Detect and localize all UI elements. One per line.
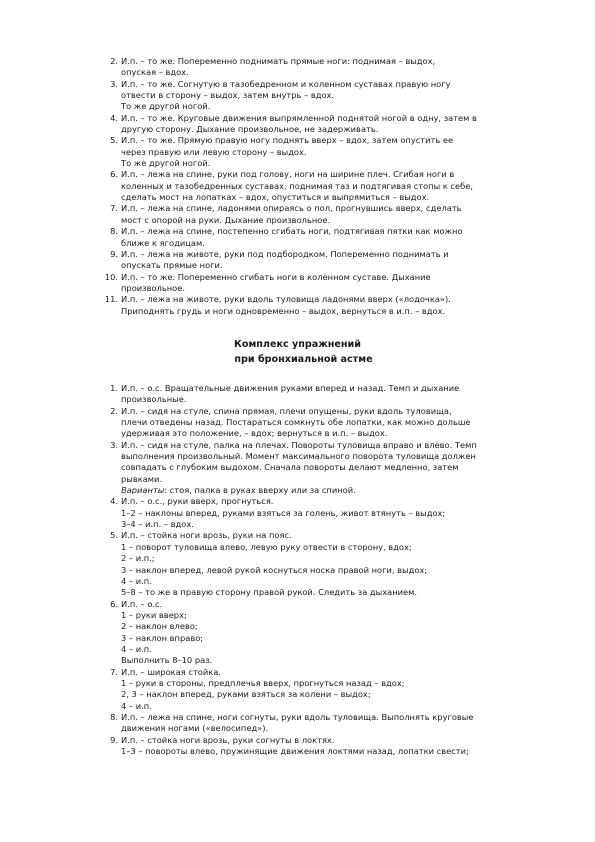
list-item bbox=[0, 272, 595, 295]
text-line: 2 – и.п.; bbox=[121, 553, 155, 564]
list-item-number: 9. bbox=[110, 248, 118, 259]
list-item-number: 6. bbox=[110, 169, 118, 180]
list-item-number: 5. bbox=[110, 530, 118, 541]
list-item bbox=[0, 135, 595, 169]
text-line: 3–4 – и.п. – вдох. bbox=[121, 519, 194, 530]
list-item bbox=[0, 79, 595, 113]
list-item-text bbox=[121, 135, 526, 169]
text-line: И.п. – о.с. Вращательные движения руками вперед и назад. Темп и дыхание bbox=[121, 383, 460, 393]
list-item-number: 11. bbox=[104, 294, 118, 305]
list-item-text bbox=[121, 735, 526, 758]
text-line: И.п. – сидя на стуле, спина прямая, плечи опущены, руки вдоль туловища, bbox=[121, 405, 452, 416]
text-line: выполнения произвольный. Момент максимального поворота туловища должен bbox=[121, 451, 476, 462]
text-line: опуская – вдох. bbox=[121, 67, 189, 78]
text-line: И.п. – стойка ноги врозь, руки согнуты в локтях. bbox=[121, 734, 335, 745]
list-item-text bbox=[121, 712, 526, 735]
text-line: сделать мост на лопатках – вдох, опуститься и выпрямиться – выдох. bbox=[121, 192, 430, 203]
list-item-number: 3. bbox=[110, 78, 118, 89]
section-title-line1: Комплекс упражнений bbox=[234, 339, 361, 350]
list-item-text bbox=[121, 272, 526, 295]
list-item-number: 6. bbox=[110, 598, 118, 609]
text-line: И.п. – о.с. bbox=[121, 598, 163, 609]
list-item bbox=[0, 249, 595, 272]
exercise-list-continued bbox=[0, 56, 595, 317]
text-line: 4 – и.п. bbox=[121, 700, 152, 711]
list-item bbox=[0, 440, 595, 497]
text-line: И.п. – лежа на спине, ладонями опираясь о пол, прогнувшись вверх, сделать bbox=[121, 203, 462, 214]
list-item bbox=[0, 294, 595, 317]
text-line: И.п. – лежа на спине, руки под голову, ноги на ширине плеч. Сгибая ноги в bbox=[121, 169, 455, 180]
list-item bbox=[0, 667, 595, 712]
list-item-text bbox=[121, 530, 526, 598]
text-line: 1–2 – наклоны вперед, руками взяться за голень, живот втянуть – выдох; bbox=[121, 507, 446, 518]
list-item-number: 1. bbox=[110, 383, 118, 393]
text-line: через правую или левую сторону – выдох. bbox=[121, 146, 307, 157]
text-line: И.п. – лежа на спине, ноги согнуты, руки вдоль туловища. Выполнять круговые bbox=[121, 711, 474, 722]
text-line: совпадать с глубоким выдохом. Сначала повороты делают медленно, затем bbox=[121, 462, 459, 473]
list-item bbox=[0, 383, 595, 406]
text-line: И.п. – то же. Прямую правую ногу поднять вверх – вдох, затем опустить ее bbox=[121, 135, 454, 146]
section-title-line2: при бронхиальной астме bbox=[234, 354, 373, 365]
variant-label: Варианты bbox=[121, 485, 165, 496]
list-item bbox=[0, 712, 595, 735]
list-item-text bbox=[121, 599, 526, 667]
list-item-number: 10. bbox=[104, 271, 118, 282]
text-line: И.п. – то же. Попеременно сгибать ноги в коленном суставе. Дыхание bbox=[121, 271, 431, 282]
text-line: 2, 3 – наклон вперед, руками взяться за колени – выдох; bbox=[121, 689, 371, 700]
list-item-text bbox=[121, 113, 526, 136]
list-item-text bbox=[121, 667, 526, 712]
text-line: произвольные. bbox=[121, 394, 187, 405]
list-item-number: 4. bbox=[110, 112, 118, 123]
list-item-text bbox=[121, 79, 526, 113]
text-line: Приподнять грудь и ноги одновременно – выдох, вернуться в и.п. – вдох. bbox=[121, 305, 446, 316]
list-item bbox=[0, 735, 595, 758]
text-line: 2 – наклон влево; bbox=[121, 621, 198, 632]
list-item-number: 9. bbox=[110, 734, 118, 745]
text-line: И.п. – лежа на животе, руки вдоль туловища ладонями вверх («лодочка»). bbox=[121, 294, 451, 305]
list-item-text bbox=[121, 56, 526, 79]
list-item-number: 2. bbox=[110, 56, 118, 66]
text-line: И.п. – лежа на животе, руки под подбородком. Попеременно поднимать и bbox=[121, 248, 449, 259]
text-line: И.п. – о.с., руки вверх, прогнуться. bbox=[121, 496, 274, 507]
text-line: движения ногами («велосипед»). bbox=[121, 723, 269, 734]
text-line: отвести в сторону – выдох, затем внутрь – вдох. bbox=[121, 90, 335, 101]
list-item-number: 8. bbox=[110, 711, 118, 722]
list-item bbox=[0, 530, 595, 598]
text-line: произвольное. bbox=[121, 282, 185, 293]
list-item-text bbox=[121, 169, 526, 203]
list-item-number: 5. bbox=[110, 135, 118, 146]
text-line: 1 – руки вверх; bbox=[121, 609, 187, 620]
list-item bbox=[0, 56, 595, 79]
text-line: Выполнить 8–10 раз. bbox=[121, 655, 213, 666]
list-item-text bbox=[121, 226, 526, 249]
list-item bbox=[0, 496, 595, 530]
text-line: удерживая это положение, – вдох; вернуться в и.п. – выдох. bbox=[121, 428, 388, 439]
list-item bbox=[0, 226, 595, 249]
text-line: То же другой ногой. bbox=[121, 101, 211, 112]
text-line: То же другой ногой. bbox=[121, 158, 211, 169]
text-line: 3 – наклон вперед, левой рукой коснуться носка правой ноги, выдох; bbox=[121, 564, 428, 575]
text-line: коленных и тазобедренных суставах, поднимая таз и подтягивая стопы к себе, bbox=[121, 180, 473, 191]
text-line: 4 – и.п. bbox=[121, 643, 152, 654]
list-item-text bbox=[121, 496, 526, 530]
text-line: 4 – и.п. bbox=[121, 575, 152, 586]
variant-text: : стоя, палка в руках вверху или за спиной. bbox=[164, 485, 356, 496]
text-line: 3 – наклон вправо; bbox=[121, 632, 204, 643]
list-item-text bbox=[121, 294, 526, 317]
text-line: 1–3 – повороты влево, пружинящие движения локтями назад, лопатки свести; bbox=[121, 746, 469, 756]
list-item bbox=[0, 599, 595, 667]
list-item-number: 2. bbox=[110, 405, 118, 416]
text-line: И.п. – то же. Попеременно поднимать прямые ноги: поднимая – выдох, bbox=[121, 56, 436, 66]
text-line: И.п. – сидя на стуле, палка на плечах. Повороты туловища вправо и влево. Темп bbox=[121, 439, 477, 450]
list-item bbox=[0, 406, 595, 440]
section-title bbox=[0, 337, 595, 367]
list-item-number: 7. bbox=[110, 666, 118, 677]
text-line: И.п. – то же. Круговые движения выпрямленной поднятой ногой в одну, затем в bbox=[121, 112, 477, 123]
text-line: И.п. – стойка ноги врозь, руки на пояс. bbox=[121, 530, 292, 541]
text-line: И.п. – лежа на спине, постепенно сгибать ноги, подтягивая пятки как можно bbox=[121, 226, 463, 237]
text-line: И.п. – то же. Согнутую в тазобедренном и коленном суставах правую ногу bbox=[121, 78, 451, 89]
list-item-number: 7. bbox=[110, 203, 118, 214]
list-item bbox=[0, 113, 595, 136]
text-line: 1 – поворот туловища влево, левую руку отвести в сторону, вдох; bbox=[121, 541, 412, 552]
text-line: другую сторону. Дыхание произвольное, не задерживать. bbox=[121, 124, 379, 135]
list-item-text bbox=[121, 203, 526, 226]
text-line: ближе к ягодицам. bbox=[121, 237, 205, 248]
list-item bbox=[0, 169, 595, 203]
list-item-number: 4. bbox=[110, 496, 118, 507]
text-line: рывками. bbox=[121, 473, 163, 484]
text-line: 5–8 – то же в правую сторону правой рукой. Следить за дыханием. bbox=[121, 587, 418, 598]
list-item-text bbox=[121, 440, 526, 497]
text-line: мост с опорой на руки. Дыхание произвольное. bbox=[121, 214, 331, 225]
list-item bbox=[0, 203, 595, 226]
text-line: 1 – руки в стороны, предплечья вверх, прогнуться назад – вдох; bbox=[121, 677, 405, 688]
text-line bbox=[121, 485, 526, 496]
list-item-text bbox=[121, 383, 526, 406]
list-item-number: 3. bbox=[110, 439, 118, 450]
asthma-exercise-list bbox=[0, 383, 595, 757]
text-line: опускать прямые ноги. bbox=[121, 260, 223, 271]
text-line: И.п. – широкая стойка. bbox=[121, 666, 221, 677]
list-item-text bbox=[121, 406, 526, 440]
list-item-text bbox=[121, 249, 526, 272]
list-item-number: 8. bbox=[110, 226, 118, 237]
text-line: плечи отведены назад. Постараться сомкнуть обе лопатки, как можно дольше bbox=[121, 417, 471, 428]
